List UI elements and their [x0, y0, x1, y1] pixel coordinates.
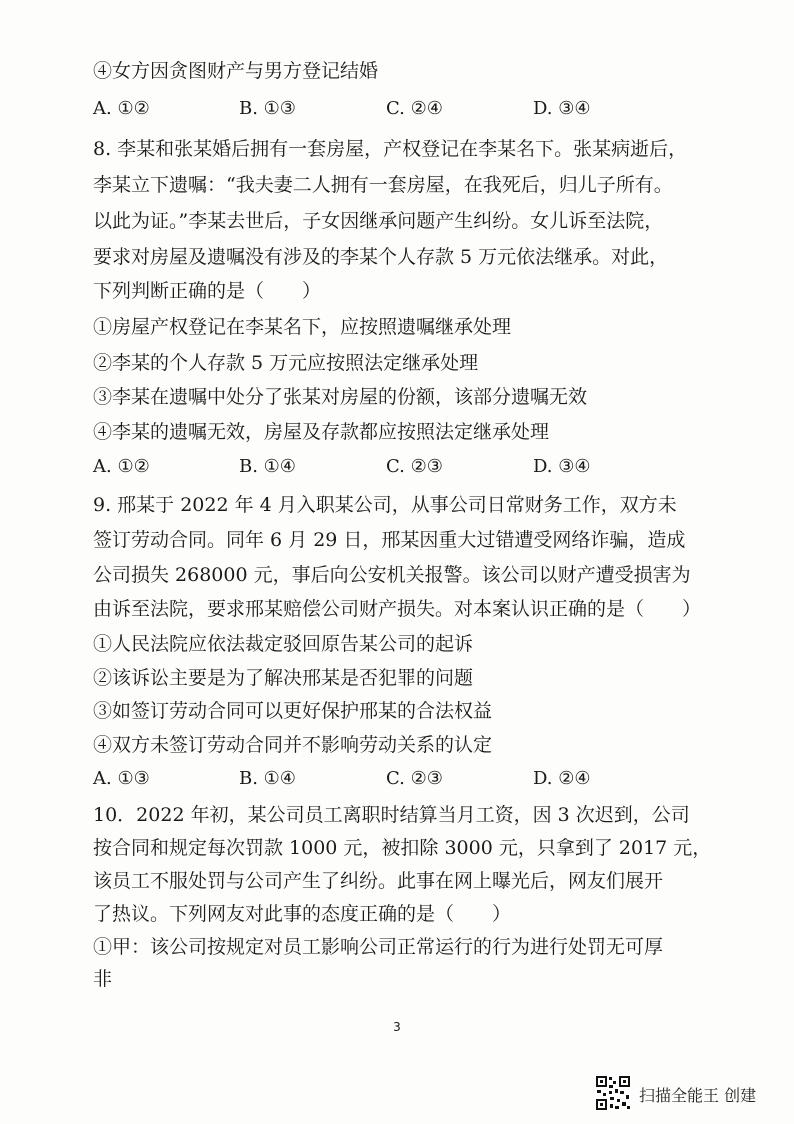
- q9-choice-d: D. ②④: [533, 768, 591, 789]
- q8-stem-line-2: 李某立下遗嘱：“我夫妻二人拥有一套房屋，在我死后，归儿子所有。: [93, 174, 673, 196]
- qr-code-icon: [595, 1075, 631, 1111]
- q8-choice-d: D. ③④: [533, 456, 591, 477]
- q8-choice-c: C. ②③: [386, 456, 443, 477]
- q8-stem-line-3: 以此为证。”李某去世后，子女因继承问题产生纠纷。女儿诉至法院，: [93, 210, 664, 232]
- page-number: 3: [393, 1020, 401, 1034]
- q7-answer-choices: [93, 96, 733, 122]
- q7-choice-b: B. ①③: [239, 98, 296, 119]
- q10-stem-line-2: 按合同和规定每次罚款 1000 元，被扣除 3000 元，只拿到了 2017 元，: [93, 837, 712, 859]
- q9-choice-b: B. ①④: [239, 768, 296, 789]
- q9-option-2: ②该诉讼主要是为了解决邢某是否犯罪的问题: [93, 667, 474, 689]
- q8-choice-a: A. ①②: [93, 456, 150, 477]
- q8-stem-line-5: 下列判断正确的是（ ）: [93, 280, 322, 302]
- q9-option-1: ①人民法院应依法裁定驳回原告某公司的起诉: [93, 633, 474, 655]
- q9-stem-line-3: 公司损失 268000 元，事后向公安机关报警。该公司以财产遭受损害为: [93, 564, 691, 586]
- q10-stem-line-1: 10．2022 年初，某公司员工离职时结算当月工资，因 3 次迟到，公司: [93, 804, 690, 826]
- q10-option-1-line-2: 非: [93, 968, 113, 990]
- q7-choice-c: C. ②④: [386, 98, 443, 119]
- q9-answer-choices: [93, 766, 733, 792]
- q10-stem-line-3: 该员工不服处罚与公司产生了纠纷。此事在网上曝光后，网友们展开: [93, 870, 664, 892]
- q9-stem-line-1: 9. 邢某于 2022 年 4 月入职某公司，从事公司日常财务工作，双方未: [93, 494, 677, 516]
- q10-option-1-line-1: ①甲：该公司按规定对员工影响公司正常运行的行为进行处罚无可厚: [93, 936, 664, 958]
- q10-stem-line-4: 了热议。下列网友对此事的态度正确的是（ ）: [93, 903, 512, 925]
- q8-option-1: ①房屋产权登记在李某名下，应按照遗嘱继承处理: [93, 316, 512, 338]
- q9-stem-line-2: 签订劳动合同。同年 6 月 29 日，邢某因重大过错遭受网络诈骗，造成: [93, 529, 686, 551]
- q9-choice-c: C. ②③: [386, 768, 443, 789]
- q7-option-4: ④女方因贪图财产与男方登记结婚: [93, 60, 379, 82]
- q7-choice-d: D. ③④: [533, 98, 591, 119]
- q8-stem-line-1: 8. 李某和张某婚后拥有一套房屋，产权登记在李某名下。张某病逝后，: [93, 138, 688, 160]
- q8-choice-b: B. ①④: [239, 456, 296, 477]
- q8-stem-line-4: 要求对房屋及遗嘱没有涉及的李某个人存款 5 万元依法继承。对此，: [93, 246, 669, 268]
- scanner-watermark: [595, 1075, 775, 1111]
- q8-option-2: ②李某的个人存款 5 万元应按照法定继承处理: [93, 352, 479, 374]
- q9-option-3: ③如签订劳动合同可以更好保护邢某的合法权益: [93, 700, 493, 722]
- q9-choice-a: A. ①③: [93, 768, 150, 789]
- q9-option-4: ④双方未签订劳动合同并不影响劳动关系的认定: [93, 734, 493, 756]
- q9-stem-line-4: 由诉至法院，要求邢某赔偿公司财产损失。对本案认识正确的是（ ）: [93, 598, 702, 620]
- q8-answer-choices: [93, 454, 733, 480]
- q8-option-4: ④李某的遗嘱无效，房屋及存款都应按照法定继承处理: [93, 421, 550, 443]
- scanner-credit-text: 扫描全能王 创建: [639, 1086, 757, 1105]
- q8-option-3: ③李某在遗嘱中处分了张某对房屋的份额，该部分遗嘱无效: [93, 386, 588, 408]
- q7-choice-a: A. ①②: [93, 98, 150, 119]
